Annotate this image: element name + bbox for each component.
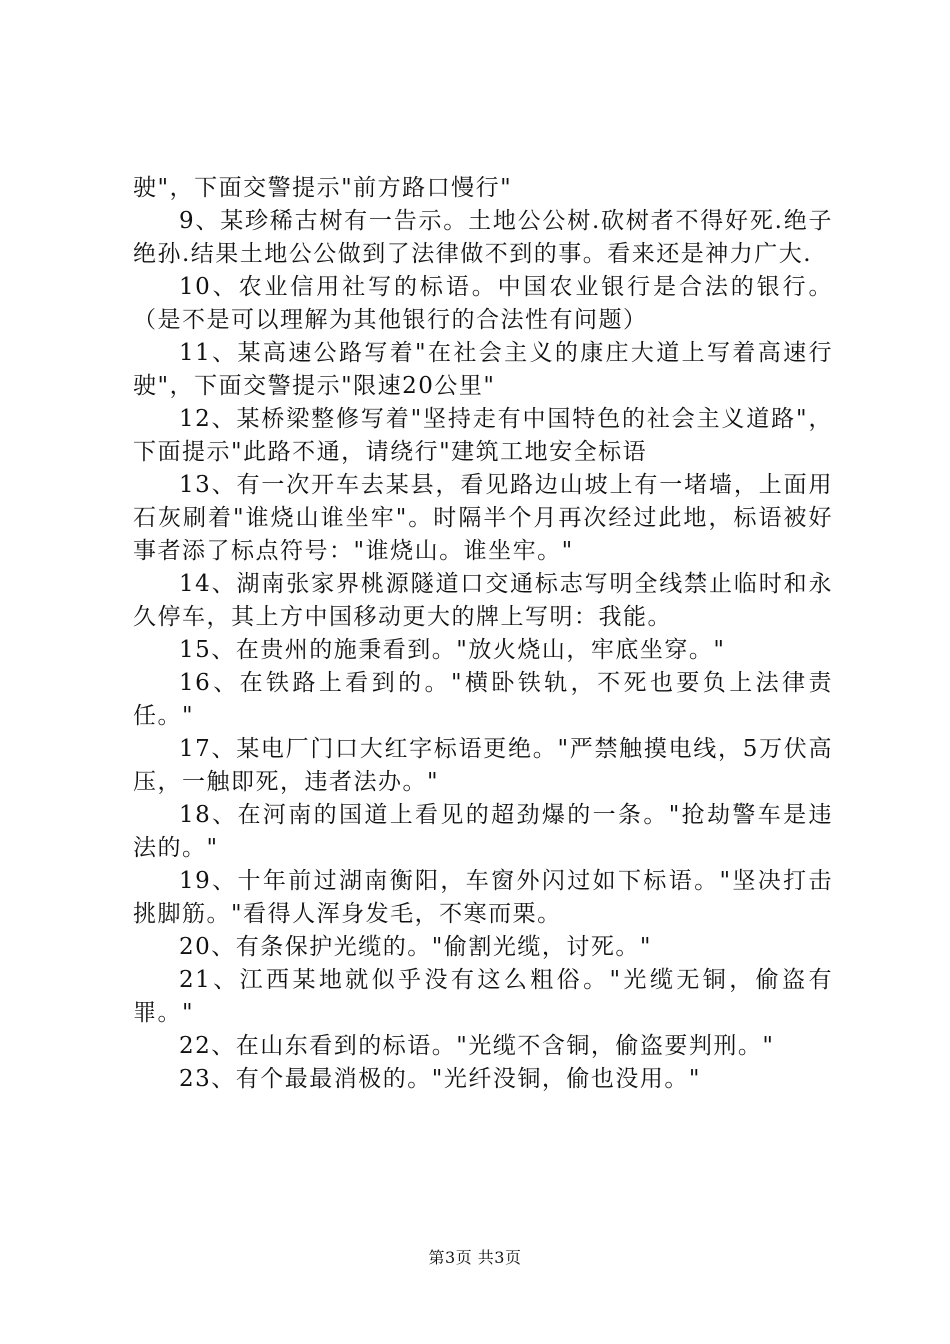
paragraph-item-22: 22、在山东看到的标语。"光缆不含铜，偷盗要判刑。" xyxy=(179,1033,775,1059)
paragraph-item-15: 15、在贵州的施秉看到。"放火烧山，牢底坐穿。" xyxy=(179,637,726,663)
paragraph-item-16: 16、在铁路上看到的。"横卧铁轨，不死也要负上法律责任。" xyxy=(133,670,833,729)
page-number-label: 第3页 共3页 xyxy=(428,1248,522,1267)
paragraph-item-19: 19、十年前过湖南衡阳，车窗外闪过如下标语。"坚决打击挑脚筋。"看得人浑身发毛，不寒而栗。 xyxy=(133,868,833,927)
paragraph-continuation: 驶"，下面交警提示"前方路口慢行" xyxy=(133,175,513,201)
paragraph-item-18: 18、在河南的国道上看见的超劲爆的一条。"抢劫警车是违法的。" xyxy=(133,802,833,861)
paragraph-item-11: 11、某高速公路写着"在社会主义的康庄大道上写着高速行驶"，下面交警提示"限速20公里" xyxy=(133,340,833,399)
paragraph-item-9: 9、某珍稀古树有一告示。土地公公树.砍树者不得好死.绝子绝孙.结果土地公公做到了法律做不到的事。看来还是神力广大. xyxy=(133,208,833,267)
paragraph-item-13: 13、有一次开车去某县，看见路边山坡上有一堵墙，上面用石灰刷着"谁烧山谁坐牢"。时隔半个月再次经过此地，标语被好事者添了标点符号："谁烧山。谁坐牢。" xyxy=(133,472,833,564)
paragraph-item-20: 20、有条保护光缆的。"偷割光缆，讨死。" xyxy=(179,934,652,960)
page-footer xyxy=(0,1248,950,1268)
document-body xyxy=(133,172,833,1096)
paragraph-item-21: 21、江西某地就似乎没有这么粗俗。"光缆无铜，偷盗有罪。" xyxy=(133,967,833,1026)
paragraph-item-12: 12、某桥梁整修写着"坚持走有中国特色的社会主义道路"，下面提示"此路不通，请绕行"建筑工地安全标语 xyxy=(133,406,833,465)
paragraph-item-10: 10、农业信用社写的标语。中国农业银行是合法的银行。（是不是可以理解为其他银行的合法性有问题） xyxy=(133,274,833,333)
paragraph-item-17: 17、某电厂门口大红字标语更绝。"严禁触摸电线，5万伏高压，一触即死，违者法办。" xyxy=(133,736,833,795)
paragraph-item-23: 23、有个最最消极的。"光纤没铜，偷也没用。" xyxy=(179,1066,701,1092)
paragraph-item-14: 14、湖南张家界桃源隧道口交通标志写明全线禁止临时和永久停车，其上方中国移动更大的牌上写明：我能。 xyxy=(133,571,833,630)
